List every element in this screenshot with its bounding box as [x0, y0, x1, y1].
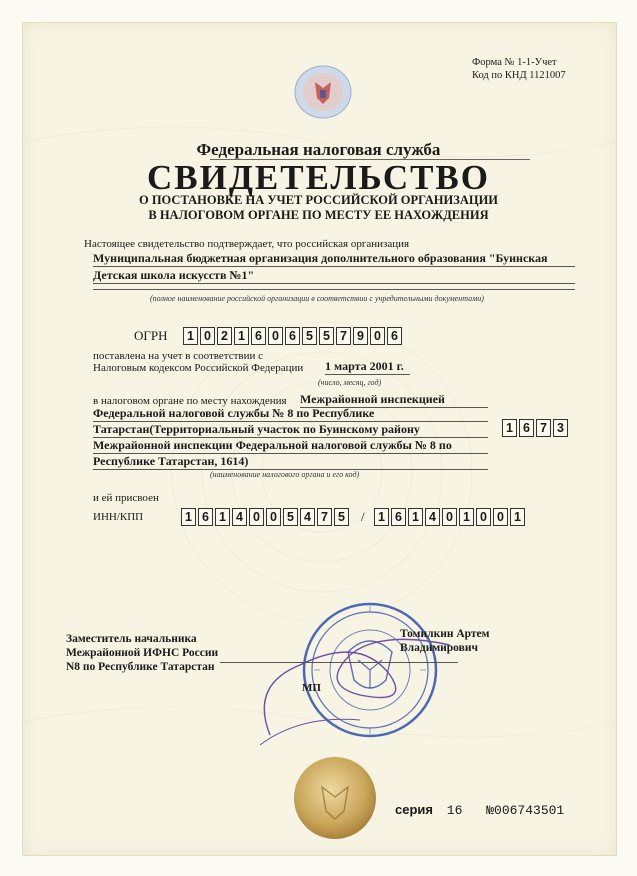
kpp-digit-7: 0: [476, 508, 491, 526]
form-number-block: [472, 56, 566, 82]
ogrn-digit-10: 7: [336, 327, 351, 345]
inn-digit-4: 4: [232, 508, 247, 526]
ogrn-digit-8: 5: [302, 327, 317, 345]
organization-caption: (полное наименование российской организации в соответствии с учредительными документами): [150, 294, 484, 303]
kpp-digit-4: 4: [425, 508, 440, 526]
ogrn-digit-4: 1: [234, 327, 249, 345]
signatory-position-line-3: N8 по Республике Татарстан: [66, 661, 215, 673]
signatory-position: [66, 632, 218, 674]
tax-authority-code-cells: [502, 419, 570, 437]
ogrn-digit-5: 6: [251, 327, 266, 345]
kpp-digit-1: 1: [374, 508, 389, 526]
serial-block: [395, 802, 564, 818]
tax-code-digit-1: 1: [502, 419, 517, 437]
organization-name-line-1: Муниципальная бюджетная организация дополнительного образования "Буинская: [93, 251, 575, 267]
tax-code-digit-3: 7: [536, 419, 551, 437]
gold-hologram-seal: [292, 755, 378, 841]
stamp-place-label: МП: [302, 682, 321, 694]
ogrn-digit-13: 6: [387, 327, 402, 345]
ogrn-label: ОГРН: [134, 328, 168, 343]
inn-kpp-separator: /: [361, 509, 365, 524]
registration-date: 1 марта 2001 г.: [325, 359, 410, 375]
inn-cells: [181, 508, 351, 526]
service-name: Федеральная налоговая служба: [196, 140, 441, 159]
signatory-name: [400, 627, 489, 655]
registration-line-2: Налоговым кодексом Российской Федерации: [93, 362, 304, 374]
registration-line-1: поставлена на учет в соответствии с: [93, 350, 264, 362]
form-number: Форма № 1-1-Учет: [472, 57, 557, 68]
ogrn-digit-2: 0: [200, 327, 215, 345]
tax-code-digit-4: 3: [553, 419, 568, 437]
kpp-digit-9: 1: [510, 508, 525, 526]
tax-authority-caption: (наименование налогового органа и его код): [210, 470, 360, 479]
signature-line: [220, 662, 458, 663]
certificate-subtitle-2: В НАЛОГОВОМ ОРГАНЕ ПО МЕСТУ ЕЕ НАХОЖДЕНИЯ: [148, 208, 489, 222]
kpp-digit-2: 6: [391, 508, 406, 526]
registration-date-caption: (число, месяц, год): [318, 378, 382, 387]
inn-digit-2: 6: [198, 508, 213, 526]
ogrn-digit-1: 1: [183, 327, 198, 345]
inn-digit-10: 5: [334, 508, 349, 526]
series-label: серия: [395, 802, 433, 817]
ogrn-digit-9: 5: [319, 327, 334, 345]
series-value: 16: [446, 803, 463, 818]
ogrn-digit-3: 2: [217, 327, 232, 345]
ogrn-digit-6: 0: [268, 327, 283, 345]
signatory-position-line-1: Заместитель начальника: [66, 633, 197, 645]
tax-authority-intro: в налоговом органе по месту нахождения: [93, 395, 287, 407]
signatory-name-line-2: Владимирович: [400, 642, 478, 654]
organization-name-underline: [93, 285, 575, 290]
inn-digit-7: 5: [283, 508, 298, 526]
inn-digit-5: 0: [249, 508, 264, 526]
tax-authority-line-4: Межрайонной инспекции Федеральной налоговой службы № 8 по: [93, 438, 488, 454]
ogrn-digit-7: 6: [285, 327, 300, 345]
inn-assigned-text: и ей присвоен: [93, 492, 159, 504]
tax-authority-line-1: Межрайонной инспекцией: [300, 392, 488, 408]
tax-code-digit-2: 6: [519, 419, 534, 437]
inn-digit-8: 4: [300, 508, 315, 526]
certificate-number: №006743501: [486, 803, 565, 818]
kpp-digit-3: 1: [408, 508, 423, 526]
ogrn-digit-11: 9: [353, 327, 368, 345]
kpp-digit-5: 0: [442, 508, 457, 526]
tax-authority-line-2: Федеральной налоговой службы № 8 по Республике: [93, 406, 488, 422]
tax-authority-line-3: Татарстан(Территориальный участок по Буинскому району: [93, 422, 488, 438]
signatory-position-line-2: Межрайонной ИФНС России: [66, 647, 219, 659]
inn-digit-9: 7: [317, 508, 332, 526]
inn-kpp-label: ИНН/КПП: [93, 511, 144, 523]
hologram-emblem: [293, 64, 353, 120]
knd-code: Код по КНД 1121007: [472, 70, 566, 81]
signatory-name-line-1: Томилкин Артем: [400, 628, 490, 640]
ogrn-digit-12: 0: [370, 327, 385, 345]
kpp-digit-8: 0: [493, 508, 508, 526]
organization-intro: Настоящее свидетельство подтверждает, что российская организация: [84, 238, 410, 250]
organization-name-line-2: Детская школа искусств №1": [93, 268, 575, 284]
kpp-cells: [374, 508, 527, 526]
certificate-title: СВИДЕТЕЛЬСТВО: [146, 158, 491, 197]
certificate-subtitle-1: О ПОСТАНОВКЕ НА УЧЕТ РОССИЙСКОЙ ОРГАНИЗАЦИИ: [138, 193, 499, 207]
ogrn-cells: [183, 327, 404, 345]
kpp-digit-6: 1: [459, 508, 474, 526]
inn-digit-3: 1: [215, 508, 230, 526]
tax-authority-line-5: Республике Татарстан, 1614): [93, 454, 488, 470]
inn-digit-6: 0: [266, 508, 281, 526]
inn-digit-1: 1: [181, 508, 196, 526]
